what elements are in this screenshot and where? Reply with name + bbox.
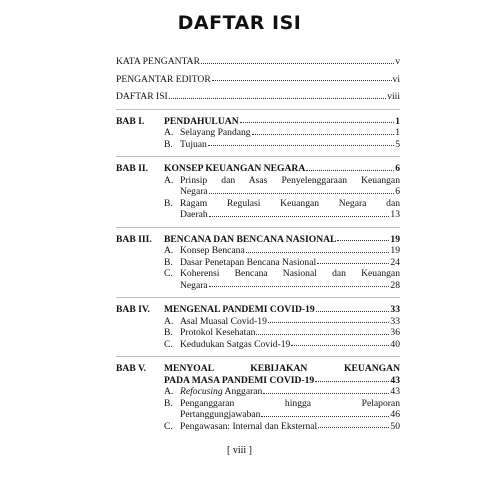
chapter-title: PENDAHULUAN xyxy=(164,115,239,127)
chapter-page: 43 xyxy=(390,374,400,386)
toc-subentry-line: A. Prinsip dan Asas Penyelenggaraan Keuangan xyxy=(164,174,400,186)
chapter-heading[interactable] xyxy=(116,116,400,128)
divider xyxy=(116,109,400,110)
table-of-contents xyxy=(116,56,400,432)
toc-subentry-line: B. Penganggaran hingga Pelaporan xyxy=(164,397,400,409)
front-matter xyxy=(116,56,400,103)
chapter-heading[interactable] xyxy=(116,163,400,175)
page-number-footer: [ viii ] xyxy=(227,445,252,456)
chapter-page: 1 xyxy=(395,115,400,127)
toc-entry-kata-pengantar[interactable]: KATA PENGANTAR v xyxy=(116,56,400,67)
toc-subentry[interactable]: Negara 28 xyxy=(180,279,400,291)
toc-subentry[interactable]: A. Asal Muasal Covid-19 33 xyxy=(164,315,400,327)
divider xyxy=(116,227,400,228)
page-title: DAFTAR ISI xyxy=(177,12,302,34)
toc-entry-pengantar-editor[interactable]: PENGANTAR EDITOR vi xyxy=(116,73,400,85)
chapter-heading[interactable] xyxy=(116,304,400,316)
toc-subentry[interactable]: B. Dasar Penetapan Bencana Nasional 24 xyxy=(164,256,400,268)
chapter-heading[interactable] xyxy=(116,363,400,386)
toc-subentry[interactable]: C. Kedudukan Satgas Covid-19 40 xyxy=(164,338,400,350)
toc-subentry[interactable]: A. Selayang Pandang 1 xyxy=(164,127,400,138)
chapter-number: BAB II. xyxy=(116,163,148,174)
chapter-title: KONSEP KEUANGAN NEGARA xyxy=(164,163,306,174)
chapter-page: 19 xyxy=(390,233,400,245)
toc-entry-daftar-isi[interactable]: DAFTAR ISI viii xyxy=(116,91,400,102)
divider xyxy=(116,156,400,157)
chapter-title: BENCANA DAN BENCANA NASIONAL xyxy=(164,233,337,245)
toc-subentry[interactable]: A. Konsep Bencana 19 xyxy=(164,245,400,256)
chapter-number: BAB I. xyxy=(116,115,145,127)
toc-subentry[interactable]: Daerah 13 xyxy=(180,209,400,220)
toc-subentry[interactable]: Pertanggungjawaban 46 xyxy=(180,409,400,420)
chapter-number: BAB III. xyxy=(116,233,152,245)
chapter-page: 6 xyxy=(395,163,400,174)
chapter-title: PADA MASA PANDEMI COVID-19 xyxy=(164,374,315,386)
chapter-title: MENGENAL PANDEMI COVID-19 xyxy=(164,304,315,315)
toc-subentry[interactable]: A. Refocusing Anggaran 43 xyxy=(164,386,400,397)
toc-subentry[interactable]: Negara 6 xyxy=(180,186,400,197)
toc-subentry-line: C. Koherensi Bencana Nasional dan Keuangan xyxy=(164,268,400,279)
divider xyxy=(116,297,400,298)
toc-subentry[interactable]: C. Pengawasan: Internal dan Eksternal 50 xyxy=(164,420,400,432)
toc-subentry-line: B. Ragam Regulasi Keuangan Negara dan xyxy=(164,197,400,209)
chapter-heading[interactable] xyxy=(116,234,400,246)
chapter-number: BAB IV. xyxy=(116,304,150,315)
chapter-title-line: MENYOAL KEBIJAKAN KEUANGAN xyxy=(164,363,400,374)
divider xyxy=(116,356,400,357)
toc-subentry[interactable]: B. Protokol Kesehatan 36 xyxy=(164,327,400,338)
chapter-number: BAB V. xyxy=(116,363,147,374)
toc-subentry[interactable]: B. Tujuan 5 xyxy=(164,138,400,150)
chapter-page: 33 xyxy=(390,304,400,315)
